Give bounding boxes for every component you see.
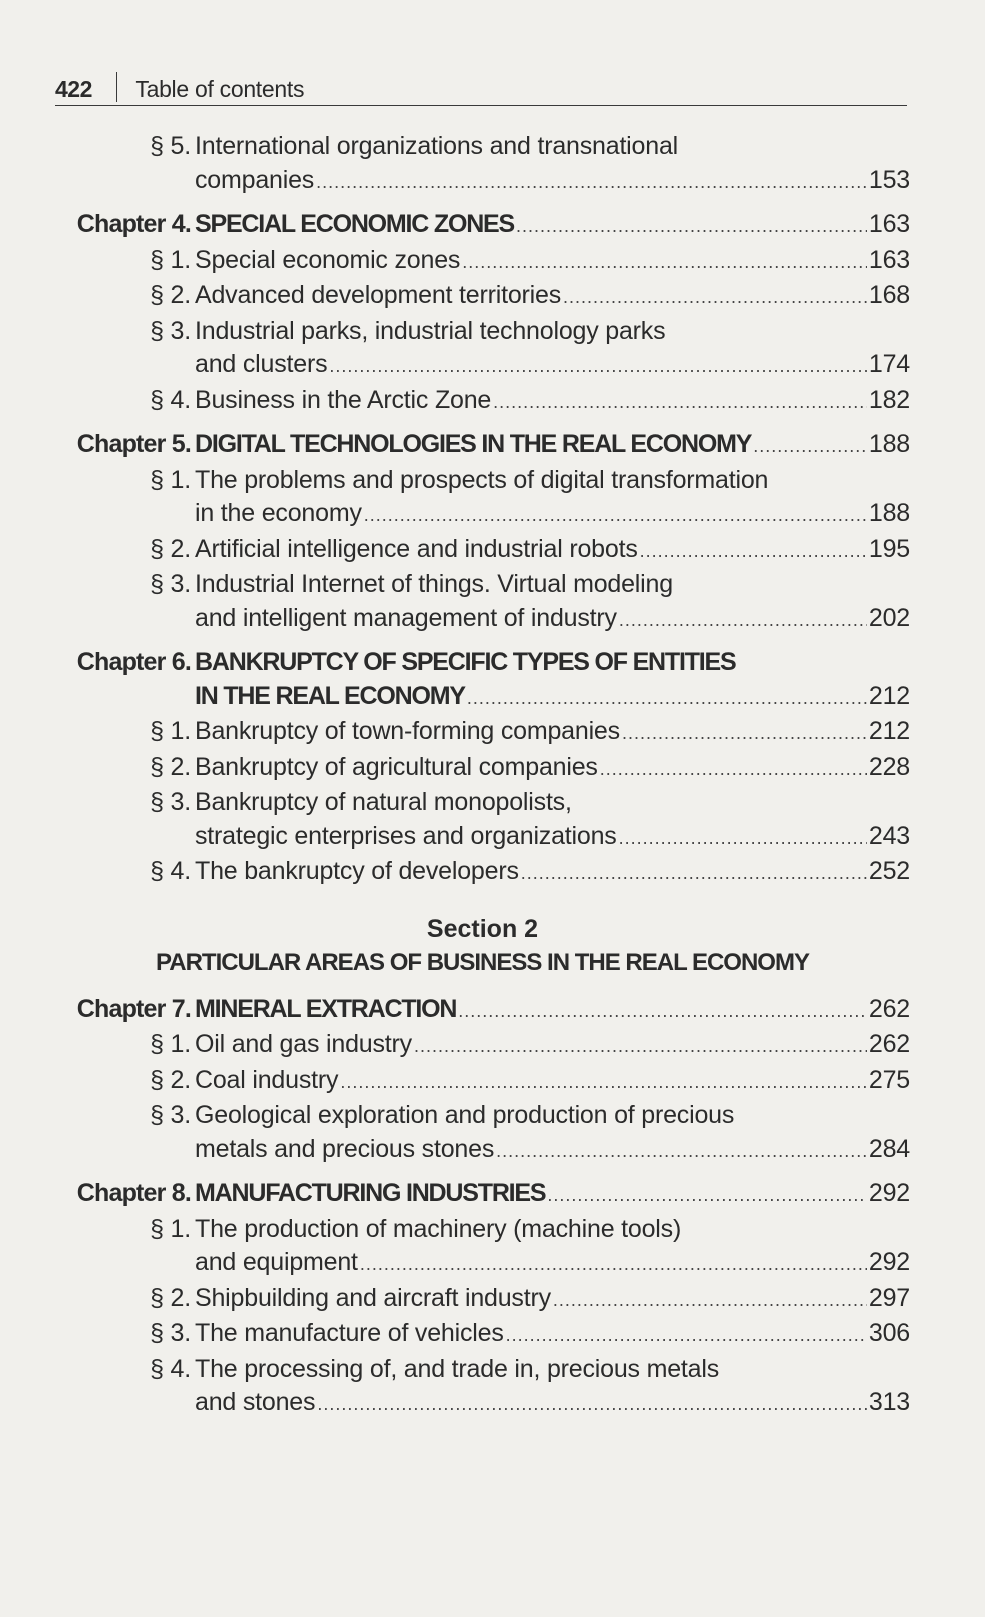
dot-leader <box>547 1179 867 1213</box>
toc-entry-label: § 2. <box>150 534 191 563</box>
toc-entry-title-line: The manufacture of vehicles <box>195 1319 504 1347</box>
toc-page-number: 275 <box>868 1065 910 1094</box>
toc-entry-body <box>195 751 910 787</box>
dot-leader <box>506 1319 867 1353</box>
toc-entry-body <box>195 855 910 891</box>
toc-entry-title-line: Coal industry <box>195 1065 339 1094</box>
toc-section-entry <box>55 279 910 315</box>
toc-entry-leader-line <box>195 428 910 464</box>
toc-entry-title-line: MANUFACTURING INDUSTRIES <box>195 1179 546 1207</box>
toc-entry-title-line: The problems and prospects of digital transformation <box>195 465 769 494</box>
dot-leader <box>414 1030 867 1064</box>
toc-entry-label: § 4. <box>150 857 191 885</box>
toc-chapter-entry <box>55 993 910 1029</box>
toc-entry-title-line: DIGITAL TECHNOLOGIES IN THE REAL ECONOMY <box>195 430 752 458</box>
toc-chapter-entry <box>55 646 910 715</box>
dot-leader <box>316 166 867 200</box>
toc-entry-title-line: Industrial parks, industrial technology parks <box>195 316 666 345</box>
toc-entry-label: § 3. <box>150 1101 191 1129</box>
toc-entry-label: Chapter 7. <box>76 994 191 1023</box>
toc-chapter-entry <box>55 208 910 244</box>
dot-leader <box>340 1066 867 1100</box>
toc-entry-title-line: in the economy <box>195 499 362 527</box>
toc-entry-leader-line <box>195 164 910 200</box>
toc-entry-title-line: IN THE REAL ECONOMY <box>195 681 465 710</box>
toc-page-number: 188 <box>868 499 910 527</box>
toc-page-number: 202 <box>868 603 910 632</box>
toc-page-number: 228 <box>868 752 910 781</box>
toc-entry-body <box>195 208 910 244</box>
toc-entry-label: § 2. <box>150 281 191 309</box>
dot-leader <box>364 499 867 533</box>
toc-entry-title-line: and stones <box>195 1388 316 1416</box>
dot-leader <box>516 210 867 244</box>
toc-entry-leader-line <box>195 820 910 856</box>
toc-page-number: 188 <box>868 430 910 458</box>
toc-entry-label: Chapter 8. <box>76 1179 191 1207</box>
toc-entry-label: § 5. <box>150 132 191 160</box>
part-heading <box>55 913 910 979</box>
toc-entry-title-line: MINERAL EXTRACTION <box>195 994 457 1023</box>
dot-leader <box>622 717 867 751</box>
toc-entry-body <box>195 1064 910 1100</box>
dot-leader <box>619 822 867 856</box>
dot-leader <box>753 430 867 464</box>
toc-entry-leader-line <box>195 993 910 1029</box>
part-heading-number: Section 2 <box>426 914 539 943</box>
toc-entry-label: § 1. <box>150 1214 191 1243</box>
toc-entry-label: § 3. <box>150 316 191 345</box>
toc-entry-leader-line <box>195 208 910 244</box>
dot-leader <box>563 281 867 315</box>
toc-entry-title-line: The production of machinery (machine tools) <box>195 1214 682 1243</box>
toc-entry-title-line: The processing of, and trade in, precious metals <box>195 1354 720 1383</box>
toc-entry-title-line: and clusters <box>195 350 328 378</box>
toc-page-number: 212 <box>868 681 910 710</box>
toc-entry-title-line: Bankruptcy of agricultural companies <box>195 752 598 781</box>
toc-entry-label: § 1. <box>150 465 191 494</box>
toc-entry-body <box>195 384 910 420</box>
toc-section-entry <box>55 855 910 891</box>
toc-entry-leader-line <box>195 751 910 787</box>
toc-section-entry <box>55 533 910 569</box>
toc-page-number: 313 <box>868 1388 910 1416</box>
toc-entry-body <box>195 568 910 637</box>
toc-entry-body <box>195 715 910 751</box>
toc-entry-title-line: companies <box>195 165 315 194</box>
toc-section-entry <box>55 1317 910 1353</box>
toc-entry-leader-line <box>195 1028 910 1064</box>
toc-entry-label: § 4. <box>150 1354 191 1383</box>
toc-entry-leader-line <box>195 855 910 891</box>
toc-section-entry <box>55 464 910 533</box>
toc-page-number: 262 <box>868 994 910 1023</box>
toc-entry-label: § 3. <box>150 570 191 598</box>
toc-entry-leader-line <box>195 1317 910 1353</box>
toc-chapter-entry <box>55 428 910 464</box>
toc-entry-title-line: Bankruptcy of town-forming companies <box>195 717 620 745</box>
toc-entry-title-line: strategic enterprises and organizations <box>195 821 617 850</box>
toc-section-entry <box>55 715 910 751</box>
toc-section-entry <box>55 1099 910 1168</box>
dot-leader <box>493 386 867 420</box>
toc-entry-body <box>195 533 910 569</box>
toc-page-number: 195 <box>868 534 910 563</box>
toc-entry-leader-line <box>195 384 910 420</box>
toc-section-entry <box>55 786 910 855</box>
toc-entry-body <box>195 279 910 315</box>
toc-entry-body <box>195 428 910 464</box>
toc-section-entry <box>55 1353 910 1422</box>
toc-entry-body <box>195 1282 910 1318</box>
toc-page-number: 262 <box>868 1030 910 1058</box>
toc-entry-label: Chapter 6. <box>76 648 191 676</box>
toc-entry-title-line: International organizations and transnational <box>195 132 679 160</box>
toc-entry-leader-line <box>195 348 910 384</box>
toc-entry-leader-line <box>195 602 910 638</box>
toc-page-number: 153 <box>868 165 910 194</box>
toc-entry-leader-line <box>195 1282 910 1318</box>
toc-page-number: 168 <box>868 281 910 309</box>
dot-leader <box>329 350 866 384</box>
dot-leader <box>553 1284 867 1318</box>
toc-entry-leader-line <box>195 1177 910 1213</box>
toc-section-entry <box>55 751 910 787</box>
toc-section-entry <box>55 315 910 384</box>
table-of-contents <box>55 130 910 1422</box>
toc-entry-title-line: and equipment <box>195 1248 358 1276</box>
dot-leader <box>458 995 867 1029</box>
toc-entry-title-line: BANKRUPTCY OF SPECIFIC TYPES OF ENTITIES <box>195 648 736 676</box>
toc-page-number: 163 <box>868 245 910 274</box>
part-heading-title: PARTICULAR AREAS OF BUSINESS IN THE REAL ECONOMY <box>156 948 809 976</box>
toc-section-entry <box>55 1213 910 1282</box>
toc-entry-body <box>195 993 910 1029</box>
toc-entry-title-line: Special economic zones <box>195 245 461 274</box>
dot-leader <box>600 753 867 787</box>
toc-entry-label: § 3. <box>150 1319 191 1347</box>
toc-entry-body <box>195 1028 910 1064</box>
toc-entry-body <box>195 1099 910 1168</box>
dot-leader <box>640 535 867 569</box>
toc-entry-leader-line <box>195 533 910 569</box>
toc-page-number: 284 <box>868 1134 910 1163</box>
toc-page-number: 292 <box>868 1248 910 1276</box>
header-title: Table of contents <box>135 76 305 102</box>
toc-section-entry <box>55 384 910 420</box>
toc-entry-body <box>195 315 910 384</box>
toc-entry-body <box>195 464 910 533</box>
toc-entry-body <box>195 786 910 855</box>
toc-page-number: 174 <box>868 350 910 378</box>
toc-page-number: 292 <box>868 1179 910 1207</box>
toc-entry-title-line: Business in the Arctic Zone <box>195 385 492 414</box>
toc-group-section-2 <box>55 993 910 1422</box>
dot-leader <box>619 604 867 638</box>
toc-entry-title-line: Industrial Internet of things. Virtual modeling <box>195 570 673 598</box>
toc-page-number: 212 <box>868 717 910 745</box>
toc-entry-body <box>195 1213 910 1282</box>
toc-entry-title-line: Advanced development territories <box>195 281 562 309</box>
toc-entry-title-line: Shipbuilding and aircraft industry <box>195 1283 551 1312</box>
toc-group-section-1 <box>55 130 910 891</box>
dot-leader <box>317 1388 867 1422</box>
toc-entry-title-line: Bankruptcy of natural monopolists, <box>195 788 572 816</box>
toc-entry-leader-line <box>195 279 910 315</box>
toc-entry-label: § 2. <box>150 1283 191 1312</box>
toc-section-entry <box>55 244 910 280</box>
toc-entry-body <box>195 130 910 199</box>
header-divider <box>116 72 118 102</box>
toc-entry-label: § 3. <box>150 788 191 816</box>
toc-entry-body <box>195 1177 910 1213</box>
page-number: 422 <box>55 76 92 102</box>
toc-section-entry <box>55 1028 910 1064</box>
toc-page-number: 163 <box>868 210 910 238</box>
toc-chapter-entry <box>55 1177 910 1213</box>
toc-entry-leader-line <box>195 715 910 751</box>
toc-entry-label: Chapter 4. <box>76 210 191 238</box>
toc-entry-title-line: SPECIAL ECONOMIC ZONES <box>195 210 515 238</box>
toc-entry-leader-line <box>195 1133 910 1169</box>
toc-entry-body <box>195 244 910 280</box>
toc-entry-leader-line <box>195 497 910 533</box>
toc-section-entry <box>55 568 910 637</box>
toc-entry-body <box>195 1353 910 1422</box>
toc-entry-leader-line <box>195 1246 910 1282</box>
toc-entry-label: § 1. <box>150 245 191 274</box>
dot-leader <box>496 1135 867 1169</box>
dot-leader <box>467 682 867 716</box>
toc-page-number: 243 <box>868 821 910 850</box>
toc-entry-title-line: Oil and gas industry <box>195 1030 412 1058</box>
toc-entry-leader-line <box>195 680 910 716</box>
toc-entry-title-line: Geological exploration and production of precious <box>195 1101 735 1129</box>
toc-entry-title-line: metals and precious stones <box>195 1134 495 1163</box>
toc-page-number: 252 <box>868 857 910 885</box>
toc-entry-body <box>195 1317 910 1353</box>
toc-entry-leader-line <box>195 1064 910 1100</box>
toc-page-number: 297 <box>868 1283 910 1312</box>
toc-entry-label: § 1. <box>150 1030 191 1058</box>
toc-entry-label: § 2. <box>150 752 191 781</box>
dot-leader <box>521 857 867 891</box>
toc-entry-label: Chapter 5. <box>76 430 191 458</box>
dot-leader <box>360 1248 867 1282</box>
toc-page-number: 182 <box>868 385 910 414</box>
toc-entry-title-line: The bankruptcy of developers <box>195 857 519 885</box>
toc-entry-body <box>195 646 910 715</box>
page-header <box>55 72 907 106</box>
toc-entry-title-line: and intelligent management of industry <box>195 603 617 632</box>
toc-entry-title-line: Artificial intelligence and industrial robots <box>195 534 638 563</box>
dot-leader <box>462 246 867 280</box>
toc-entry-label: § 2. <box>150 1065 191 1094</box>
toc-entry-label: § 4. <box>150 385 191 414</box>
toc-entry-leader-line <box>195 244 910 280</box>
toc-section-entry <box>55 130 910 199</box>
toc-page-number: 306 <box>868 1319 910 1347</box>
toc-section-entry <box>55 1064 910 1100</box>
toc-section-entry <box>55 1282 910 1318</box>
toc-entry-leader-line <box>195 1386 910 1422</box>
toc-entry-label: § 1. <box>150 717 191 745</box>
